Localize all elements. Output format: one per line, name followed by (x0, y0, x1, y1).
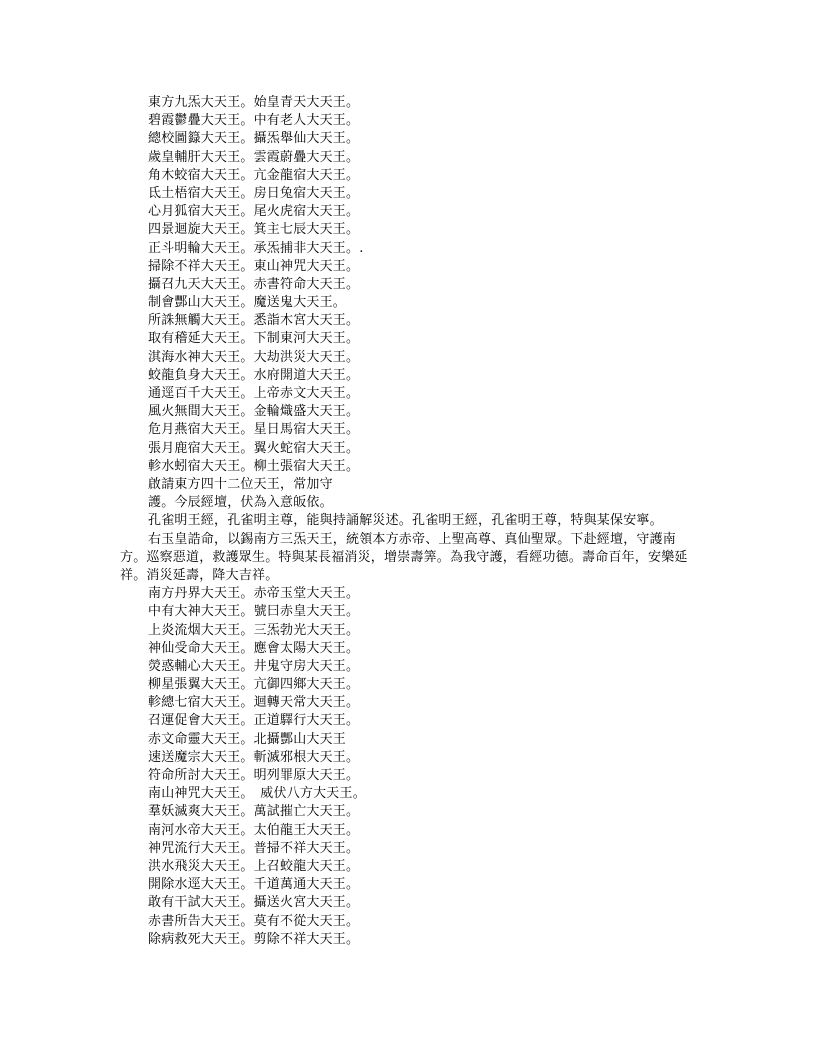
text-line: 歲皇輔肝大天王。雲霞蔚疊大天王。 (148, 149, 360, 165)
text-line: 攝召九天大天王。赤書符命大天王。 (148, 276, 360, 292)
text-line: 啟請東方四十二位天王，常加守 (148, 476, 333, 492)
text-line: 柳星張翼大天王。亢御四鄉大天王。 (148, 677, 360, 693)
text-line: 碧霞鬱疊大天王。中有老人大天王。 (148, 113, 360, 129)
text-line: 熒惑輔心大天王。井鬼守房大天王。 (148, 658, 360, 674)
text-line: 神咒流行大天王。普掃不祥大天王。 (148, 840, 360, 856)
text-line: 掃除不祥大天王。東山神咒大天王。 (148, 258, 360, 274)
east-section (120, 94, 700, 512)
text-line: 淇海水神大天王。大劫洪災大天王。 (148, 349, 360, 365)
text-line: 洪水飛災大天王。上召蛟龍大天王。 (148, 858, 360, 874)
text-line: 蛟龍負身大天王。水府開道大天王。 (148, 367, 360, 383)
text-line: 南方丹界大天王。赤帝玉堂大天王。 (148, 586, 360, 602)
south-section (120, 585, 700, 949)
text-line: 張月鹿宿大天王。翼火蛇宿大天王。 (148, 440, 360, 456)
text-line: 赤文命靈大天王。北攝酆山大天王 (148, 731, 347, 747)
text-line: 召運促會大天王。正道驛行大天王。 (148, 713, 360, 729)
text-line: 上炎流烟大天王。三炁勃光大天王。 (148, 622, 360, 638)
text-line: 軫總七宿大天王。迴轉天常大天王。 (148, 695, 360, 711)
text-line: 正斗明輪大天王。承炁捕非大天王。. (148, 240, 364, 256)
text-line: 風火無間大天王。金輪熾盛大天王。 (148, 404, 360, 420)
text-line: 氐土梧宿大天王。房日兔宿大天王。 (148, 185, 360, 201)
text-line: 軫水蚓宿大天王。柳土張宿大天王。 (148, 458, 360, 474)
text-line: 南河水帝大天王。太伯龍王大天王。 (148, 822, 360, 838)
text-line: 所誅無觸大天王。悉詣木宮大天王。 (148, 313, 360, 329)
text-line: 東方九炁大天王。始皇青天大天王。 (148, 95, 360, 110)
text-line: 南山神咒大天王。 威伏八方大天王。 (148, 786, 366, 802)
text-line: 中有大神大天王。號曰赤皇大天王。 (148, 604, 360, 620)
text-line: 神仙受命大天王。應會太陽大天王。 (148, 640, 360, 656)
text-line: 敢有干試大天王。攝送火宮大天王。 (148, 895, 360, 911)
text-line: 除病救死大天王。剪除不祥大天王。 (148, 931, 360, 947)
text-line: 速送魔宗大天王。斬滅邪根大天王。 (148, 749, 360, 765)
scripture-text (120, 94, 700, 949)
text-line: 取有稽延大天王。下制東河大天王。 (148, 331, 360, 347)
text-line: 羣妖滅爽大天王。萬試摧亡大天王。 (148, 804, 360, 820)
text-line: 總校圖籙大天王。攝炁舉仙大天王。 (148, 131, 360, 147)
paragraph-peacock-sutra: 孔雀明王經，孔雀明主尊，能與持誦解災述。孔雀明王經，孔雀明王尊，特與某保安寧。 (148, 513, 663, 529)
text-line: 角木蛟宿大天王。亢金龍宿大天王。 (148, 167, 360, 183)
text-line: 四景迴旋大天王。箕主七辰大天王。 (148, 222, 360, 238)
text-line: 制會酆山大天王。魔送鬼大天王。 (148, 295, 347, 311)
text-line: 護。今辰經壇，伏為入意皈依。 (148, 495, 333, 511)
text-line: 通逕百千大天王。上帝赤文大天王。 (148, 386, 360, 401)
text-line: 危月燕宿大天王。星日馬宿大天王。 (148, 422, 360, 438)
paragraph-imperial-decree: 右玉皇誥命，以錫南方三炁天王，統領本方赤帝、上聖高尊、真仙聖眾。下赴經壇，守護南方。巡察惡道，救護眾生。特與某長福消災，增崇壽筭。為我守護，看經功德。壽命百年，安樂延祥。消災延壽，降大吉祥。 (120, 531, 688, 583)
text-line: 開除水逕大天王。千道萬通大天王。 (148, 877, 360, 893)
text-line: 符命所討大天王。明列罪原大天王。 (148, 768, 360, 783)
text-line: 心月狐宿大天王。尾火虎宿大天王。 (148, 204, 360, 220)
text-line: 赤書所告大天王。莫有不從大天王。 (148, 913, 360, 929)
